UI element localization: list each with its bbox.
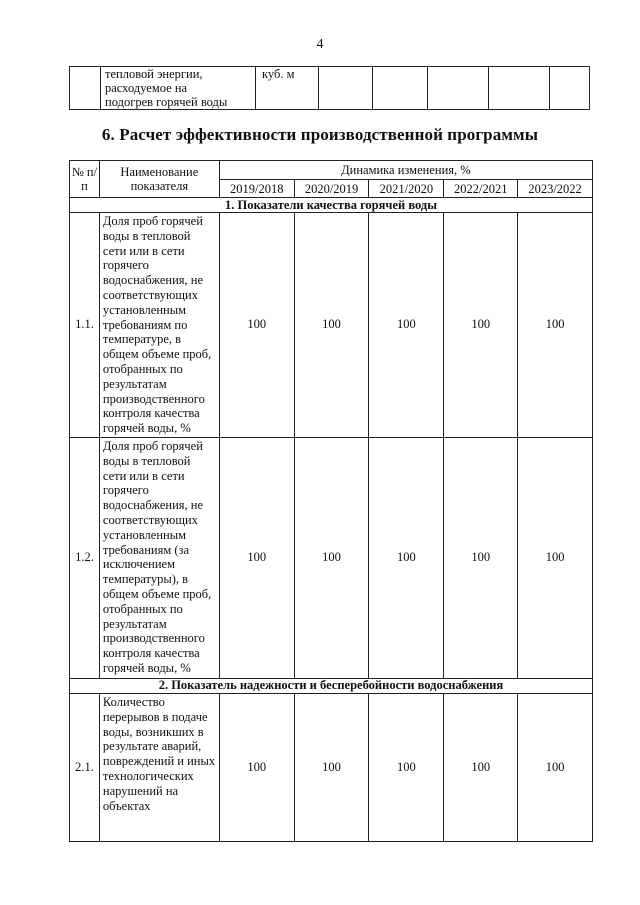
value-cell: 100 (294, 693, 369, 841)
table-cell (550, 67, 590, 110)
table-cell (428, 67, 489, 110)
value-cell: 100 (219, 437, 294, 678)
indicator-line: подогрев горячей воды (105, 95, 228, 109)
section-header: 1. Показатели качества горячей воды (70, 198, 593, 213)
header-year: 2021/2020 (369, 180, 444, 198)
indicator-name: Доля проб горячей воды в тепловой сети или в сети горячего водоснабжения, не соответствующих установленным требованиям по температуре, в общем объеме проб, отобранных по результатам производственного контроля качества горячей воды, % (99, 213, 219, 438)
continued-table (69, 66, 590, 110)
value-cell: 100 (518, 213, 593, 438)
value-cell: 100 (294, 213, 369, 438)
value-cell: 100 (369, 693, 444, 841)
header-year: 2020/2019 (294, 180, 369, 198)
value-cell: 100 (518, 437, 593, 678)
unit-cell: куб. м (256, 67, 319, 110)
header-year: 2019/2018 (219, 180, 294, 198)
value-cell: 100 (444, 213, 518, 438)
indicator-name: Доля проб горячей воды в тепловой сети или в сети горячего водоснабжения, не соответствующих установленным требованиям (за исключением температуры), в общем объеме проб, отобранных по результатам производственного контроля качества горячей воды, % (99, 437, 219, 678)
section-header: 2. Показатель надежности и бесперебойности водоснабжения (70, 678, 593, 693)
row-number: 1.1. (70, 213, 100, 438)
table-cell (319, 67, 373, 110)
header-num: № п/п (70, 161, 100, 198)
value-cell: 100 (219, 213, 294, 438)
value-cell: 100 (518, 693, 593, 841)
indicator-name: Количество перерывов в подаче воды, возникших в результате аварий, повреждений и иных технологических нарушений на объектах (99, 693, 219, 841)
table-cell (70, 67, 101, 110)
value-cell: 100 (444, 693, 518, 841)
efficiency-table (69, 160, 593, 842)
value-cell: 100 (369, 437, 444, 678)
indicator-line: тепловой энергии, (105, 67, 203, 81)
header-year: 2022/2021 (444, 180, 518, 198)
indicator-cell (101, 67, 256, 110)
header-year: 2023/2022 (518, 180, 593, 198)
row-number: 1.2. (70, 437, 100, 678)
header-dynamics: Динамика изменения, % (219, 161, 592, 180)
page-number: 4 (316, 37, 324, 52)
indicator-line: расходуемое на (105, 81, 188, 95)
section-title: 6. Расчет эффективности производственной программы (101, 125, 539, 144)
value-cell: 100 (294, 437, 369, 678)
value-cell: 100 (444, 437, 518, 678)
value-cell: 100 (369, 213, 444, 438)
table-cell (373, 67, 428, 110)
header-name: Наименование показателя (99, 161, 219, 198)
row-number: 2.1. (70, 693, 100, 841)
value-cell: 100 (219, 693, 294, 841)
table-cell (489, 67, 550, 110)
